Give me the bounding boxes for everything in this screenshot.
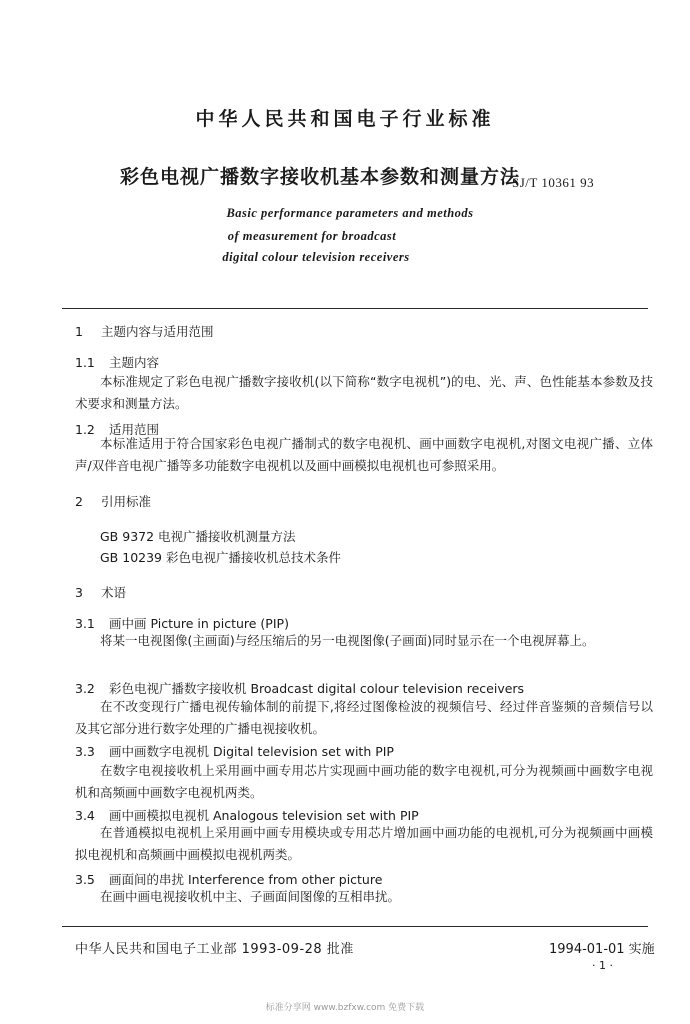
english-title-line-1: Basic performance parameters and methods [226, 206, 474, 220]
subsection-title: 适用范围 [109, 422, 160, 437]
section-title: 主题内容与适用范围 [101, 324, 214, 339]
section-title: 术语 [101, 585, 127, 600]
section-heading [75, 322, 214, 340]
english-title-line-2: of measurement for broadcast [227, 229, 397, 243]
subsection-heading [75, 353, 159, 371]
approval-line: 中华人民共和国电子工业部 1993-09-28 批准 [75, 942, 354, 957]
section-title: 引用标准 [101, 494, 152, 509]
subsection-title: 画中画 Picture in picture (PIP) [109, 616, 289, 631]
section-heading [75, 583, 126, 601]
subsection-heading [75, 679, 524, 697]
subsection-title: 主题内容 [109, 355, 160, 370]
paragraph: 在不改变现行广播电视传输体制的前提下,将经过图像检波的视频信号、经过伴音鉴频的音频信号以及其它部分进行数字处理的广播电视接收机。 [75, 699, 653, 736]
footer-divider [62, 926, 648, 927]
section-heading [75, 492, 151, 510]
page-number: · 1 · [592, 959, 613, 972]
subsection-title: 画中画数字电视机 Digital television set with PIP [109, 744, 394, 759]
reference-item: GB 9372 电视广播接收机测量方法 [100, 529, 296, 544]
section-number: 1 [75, 324, 83, 339]
document-number: SJ/T 10361 93 [512, 175, 595, 190]
header-divider [62, 308, 648, 309]
subsection-title: 画面间的串扰 Interference from other picture [109, 872, 383, 887]
paragraph: 将某一电视图像(主画面)与经压缩后的另一电视图像(子画面)同时显示在一个电视屏幕上。 [100, 633, 595, 648]
section-number: 2 [75, 494, 83, 509]
paragraph: 本标准规定了彩色电视广播数字接收机(以下简称“数字电视机”)的电、光、声、色性能基本参数及技术要求和测量方法。 [75, 374, 653, 411]
paragraph: 在画中画电视接收机中主、子画面间图像的互相串扰。 [100, 889, 401, 904]
paragraph: 本标准适用于符合国家彩色电视广播制式的数字电视机、画中画数字电视机,对图文电视广播、立体声/双伴音电视广播等多功能数字电视机以及画中画模拟电视机也可参照采用。 [75, 436, 653, 473]
subsection-number: 3.2 [75, 681, 95, 696]
section-number: 3 [75, 585, 83, 600]
english-title-line-3: digital colour television receivers [222, 250, 410, 264]
watermark-text: 标准分享网 www.bzfxw.com 免费下载 [265, 1003, 425, 1013]
effective-date: 1994-01-01 实施 [549, 942, 655, 957]
subsection-number: 1.1 [75, 355, 95, 370]
standard-category-title: 中华人民共和国电子行业标准 [195, 108, 495, 130]
subsection-number: 3.1 [75, 616, 95, 631]
subsection-title: 彩色电视广播数字接收机 Broadcast digital colour television receivers [109, 681, 525, 696]
subsection-number: 3.4 [75, 808, 95, 823]
subsection-heading [75, 742, 394, 760]
paragraph: 在普通模拟电视机上采用画中画专用模块或专用芯片增加画中画功能的电视机,可分为视频画中画模拟电视机和高频画中画模拟电视机两类。 [75, 825, 653, 862]
subsection-title: 画中画模拟电视机 Analogous television set with PIP [109, 808, 419, 823]
paragraph: 在数字电视接收机上采用画中画专用芯片实现画中画功能的数字电视机,可分为视频画中画数字电视机和高频画中画数字电视机两类。 [75, 763, 653, 800]
subsection-number: 1.2 [75, 422, 95, 437]
document-title: 彩色电视广播数字接收机基本参数和测量方法 [120, 166, 521, 188]
subsection-number: 3.5 [75, 872, 95, 887]
reference-item: GB 10239 彩色电视广播接收机总技术条件 [100, 550, 341, 565]
subsection-number: 3.3 [75, 744, 95, 759]
